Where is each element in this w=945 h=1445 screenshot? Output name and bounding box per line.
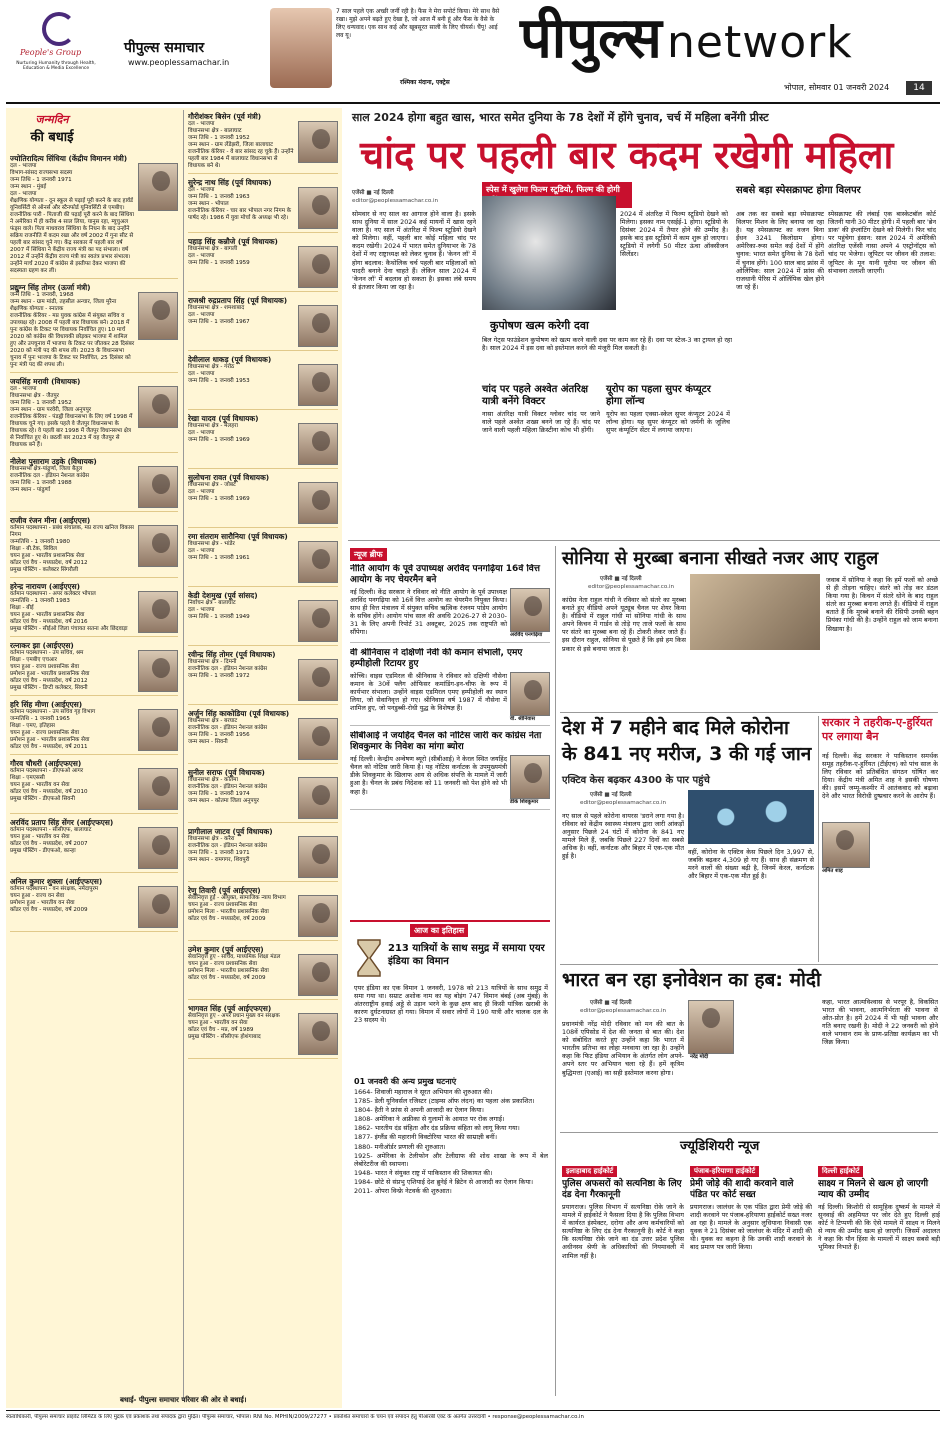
history-events-title: 01 जनवरी की अन्य प्रमुख घटनाएं <box>354 1077 457 1086</box>
birthday-entry <box>188 709 338 764</box>
sonia-rahul-photo <box>690 574 820 650</box>
birthday-column-right <box>188 112 338 1394</box>
birthday-person-photo <box>298 541 338 583</box>
astronaut-image <box>482 196 616 310</box>
corona-subhead: एक्टिव केस बढ़कर 4300 के पार पहुंचे <box>562 775 710 786</box>
birthday-entry-row <box>10 886 178 928</box>
lead-sub2-body: नासा अंतरिक्ष यात्री विक्टर ग्लोवर चांद पर जाने वाले पहले अश्वेत शख्स बनने जा रहे हैं। चांद पर जाने वाली पहली महिला क्रिस्टीना कोच भी होंगी। <box>482 410 600 435</box>
center-column-divider <box>555 546 556 1396</box>
birthday-entry <box>188 112 338 174</box>
corona-bottom-rule <box>560 964 938 965</box>
history-event: 1804- हैती ने फ्रांस से अपनी आजादी का ऐलान किया। <box>354 1106 484 1115</box>
birthday-entry <box>188 355 338 410</box>
news-brief-title: सीबीआई ने जयहिंद चैनल को नोटिस जारी कर कांग्रेस नेता शिवकुमार के निवेश का मांगा ब्योरा <box>350 731 542 753</box>
birthday-person-name: अरविंद प्रताप सिंह सेंगर (आईएफएस) <box>10 818 114 827</box>
birthday-column-left <box>10 154 178 1394</box>
birthday-person-name: हरेन्द्र नारायण (आईएएस) <box>10 582 80 591</box>
birthday-person-details: वर्तमान पदस्थापना - उप सचिव, श्रम शिक्षा - एमबीए एचआर चयन हुआ - राज्य प्रशासनिक सेवा प्रमोशन हुआ - भारतीय प्रशासनिक सेवा कॉडर एवं वैच - मध्यप्रदेश, वर्ष 2012 प्रमुख पोस्टिंग - डिप्टी कलेक्टर, सिवनी <box>10 650 90 691</box>
birthday-entry <box>188 178 338 233</box>
birthday-person-details: सेवानिवृत्त हुईं - आयुक्त, सामाजिक न्याय विभाग चयन हुआ - राज्य प्रशासनिक सेवा प्रमोशन मिला - भारतीय प्रशासनिक सेवा कॉडर एवं वैच - मध्यप्रदेश, वर्ष 2009 <box>188 895 286 922</box>
birthday-entry <box>188 414 338 469</box>
birthday-entry <box>188 237 338 292</box>
judiciary-columns <box>562 1158 940 1394</box>
news-brief-caption: अरविंद पनगढ़िया <box>510 632 543 638</box>
group-name: People's Group <box>20 48 82 57</box>
birthday-heading-bottom: की बधाई <box>30 130 74 145</box>
birthday-person-details: जन्म तिथि - 1 जनवरी, 1968 जन्म स्थान - ग्राम मांढी, तहसील अन्चार, जिला मुरैना शैक्षणिक योग्यता - स्नातक राजनीतिक कॅरियर - मप्र युवक कांग्रेस में संयुक्त सचिव व उपाध्यक्ष रहे। 2008 में पहली बार विधायक बने। 2018 में पुनः कांग्रेस के टिकट पर विधायक निर्वाचित हुए। 10 मार्च 2020 को कांग्रेस की विधायकी छोड़कर भाजपा में शामिल हुए और उपचुनाव में भाजपा के टिकट पर जीतकर 28 दिसंबर 2020 को मंत्री पद की शपथ ली। 2023 के विधानसभा चुनाव में पुनः भाजपा के टिकट पर निर्वाचित, 25 दिसंबर को पुनः मंत्री पद की शपथ ली। <box>10 292 135 368</box>
birthday-person-name: प्रद्युम्न सिंह तोमर (ऊर्जा मंत्री) <box>10 283 91 292</box>
birthday-person-name: केडी देशमुख (पूर्व सांसद) <box>188 591 258 600</box>
birthday-entry <box>10 877 178 932</box>
birthday-person-details: सेवानिवृत्त हुए - सचिव, माध्यमिक शिक्षा मंडल चयन हुआ - राज्य प्रशासनिक सेवा प्रमोशन मिला - भारतीय प्रशासनिक सेवा कॉडर एवं वैच - मध्यप्रदेश, वर्ष 2009 <box>188 954 281 981</box>
history-event: 1984- छोटे से संप्रभु एशियाई देश ब्रुनेई ने ब्रिटेन से आजादी का ऐलान किया। <box>354 1177 534 1186</box>
birthday-person-photo <box>138 163 178 211</box>
corona-byline: एजेंसी ■ नई दिल्ली <box>590 792 632 798</box>
innovation-bottom-rule <box>560 1132 938 1133</box>
history-box <box>350 920 550 1392</box>
ban-body: नई दिल्ली। केंद्र सरकार ने पाकिस्तान समर्थक समूह तहरीक-ए-हुर्रियत (टीईएच) को पांच साल के लिए रविवार को प्रतिबंधित संगठन घोषित कर दिया। केंद्रीय मंत्री अमित शाह ने इसकी घोषणा की। इसमें जम्मू-कश्मीर में आतंकवाद को बढ़ावा देने और भारत विरोधी दुष्प्रचार करने के आरोप हैं। <box>822 752 938 801</box>
birthday-heading <box>12 112 92 152</box>
birthday-person-photo <box>298 246 338 288</box>
birthday-entry-row <box>188 305 338 347</box>
birthday-person-photo <box>138 386 178 428</box>
judiciary-item <box>690 1158 812 1394</box>
news-brief-photo <box>510 755 550 799</box>
birthday-person-name: अनिल कुमार शुक्ला (आईएफएस) <box>10 877 103 886</box>
birthday-person-name: गौरीशंकर बिसेन (पूर्व मंत्री) <box>188 112 262 121</box>
history-body: एयर इंडिया का एक विमान 1 जनवरी, 1978 को 213 यात्रियों के साथ समुद्र में समा गया था। सम्राट अशोक नाम का यह बोइंग 747 विमान बंबई (अब मुंबई) के अंतरराष्ट्रीय हवाई अड्डे से उड़ान भरने के कुछ क्षण बाद ही किसी यांत्रिक खराबी के कारण दुर्घटनाग्रस्त हो गया। विमान में सवार लोगों में 190 यात्री और चालक दल के 23 सदस्य थे। <box>354 984 548 1025</box>
masthead <box>0 0 945 108</box>
news-brief-photo <box>510 588 550 632</box>
birthday-entry-row <box>10 768 178 810</box>
birthday-entry-row <box>10 292 178 369</box>
birthday-person-photo <box>138 466 178 508</box>
news-brief-photo <box>510 672 550 716</box>
lead-body: सोमवार से नए साल का आगाज होने वाला है। इसके साथ दुनिया में साल 2024 कई मायनों में खास रहने वाला है। नए साल में अंतरिक्ष में फिल्म स्टूडियो देखने को मिलेगा। वहीं, पहली बार कोई महिला चांद पर कदम रखेगी। 2024 में भारत समेत दुनियाभर के 78 देशों में नए राष्ट्राध्यक्ष को लेकर चुनाव हैं। 'केनन लॉ' में होगा बदलाव: कैथोलिक चर्च पहली बार महिलाओं को पादरी बनाने देना चाहते हैं। लेकिन साल 2024 में 'केनन लॉ' में बदलाव हो सकता है। इसका लंबे समय से इंतजार किया जा रहा है। <box>352 210 476 291</box>
birthday-person-details: दल - भाजपा विभाग-सांसद राज्यसभा सदस्य जन्म तिथि - 1 जनवरी 1971 जन्म स्थान - मुंबई दल - भाजपा शैक्षणिक योग्यता - दून स्कूल से पढ़ाई पूरी करने के बाद हार्वर्ड यूनिवर्सिटी से ऑनर्स और स्टैनफोर्ड यूनिवर्सिटी से एमबीए। राजनीतिक पारी - पिताजी की पढ़ाई पूरी करने के बाद सिंधिया ने अमेरिका में ही करीब 4 साल लिया, यानुस रहा, म्यूचुअल फंड्स वाले। पिता माधवराव सिंधिया के निधन के बाद उन्होंने सक्रिय राजनीति में कदम रखा और वर्ष 2002 में गुना सीट से पहली बार सांसद चुने गए। केंद्र सरकार में पहली बार वर्ष 2007 में सिंधिया ने केंद्रीय राज्य मंत्री का पद संभाला। वर्ष 2012 में उन्होंने केंद्रीय राज्य मंत्री का स्वतंत्र प्रभार संभाला। उन्होंने मार्च 2020 में कांग्रेस से इस्तीफा देकर भाजपा की सदस्यता ग्रहण कर ली। <box>10 163 134 274</box>
birthday-person-details: वर्तमान पदस्थापना - वन संरक्षक, नर्मदापुरम चयन हुआ - राज्य वन सेवा प्रमोशन हुआ - भारतीय वन सेवा कॉडर एवं वैच - मध्यप्रदेश, वर्ष 2009 <box>10 886 99 913</box>
birthday-person-photo <box>138 591 178 633</box>
ban-caption: अमित शाह <box>822 868 843 874</box>
birthday-column-divider <box>183 110 184 1400</box>
news-brief-title: नीति आयोग के पूर्व उपाध्यक्ष अरविंद पनगढ़िया 16वें वित्त आयोग के नए चेयरमैन बने <box>350 564 541 585</box>
birthday-person-details: वर्तमान पदस्थापना - सीसीएफ, बालाघाट चयन हुआ - भारतीय वन सेवा कॉडर एवं वैच - मध्यप्रदेश, वर्ष 2007 प्रमुख पोस्टिंग - डीएफओ, कान्हा <box>10 827 92 854</box>
judiciary-body: प्रयागराज। जालंधर के एक पंडित द्वारा प्रेमी जोड़े की शादी करवाने पर पंजाब-हरियाणा हाईकोर्ट सख्त नजर आ रहा है। मामले के अनुसार लुधियाना निवासी एक युवक ने 21 दिसंबर को जालंधर के मंदिर में शादी की थी। युवक का कहना है कि उनकी शादी करवाने के बाद प्रमाण पत्र जारी किया। <box>690 1203 812 1252</box>
birthday-entry <box>188 591 338 646</box>
news-brief-caption: वी. श्रीनिवास <box>510 715 535 722</box>
peoples-group-logo <box>6 4 106 100</box>
network-title-en: network <box>667 17 853 68</box>
history-label: आज का इतिहास <box>410 924 468 937</box>
lead-strip: स्पेस में खुलेगा फिल्म स्टूडियो, फिल्म की होगी <box>482 182 632 208</box>
birthday-entry-row <box>10 709 178 751</box>
sonia-body-2: जवाब में सोनिया ने कहा कि हमें फलों को अच्छे से ही तोड़ना चाहिए। संतरे को तोड़ कर डंठल किया गया है। किचन में संतरे धोने के बाद राहुल संतरे का मुरब्बा बनाना लगते हैं। वीडियो में राहुल बताते हैं कि मुरब्बे बनाने की रेसिपी उनकी बहन प्रियंका गांधी की है। उन्होंने राहुल को जाम बनाना सिखाया है। <box>826 576 938 633</box>
news-brief-row <box>350 672 550 723</box>
birthday-person-photo <box>298 600 338 642</box>
virus-image <box>688 790 814 844</box>
judiciary-title: पुलिस अफसरों को सत्यनिष्ठा के लिए दंड देना गैरकानूनी <box>562 1179 682 1200</box>
lead-kicker: साल 2024 होगा बहुत खास, भारत समेत दुनिया के 78 देशों में होंगे चुनाव, चर्च में महिला बनेंगी प्रीस्ट <box>352 111 769 124</box>
birthday-person-details: विधानसभा क्षेत्र - दिमनी राजनीतिक दल - इंडियन नेशनल कांग्रेस जन्म तिथि - 1 जनवरी 1972 <box>188 659 268 679</box>
innovation-headline: भारत बन रहा इनोवेशन का हब: मोदी <box>562 969 821 991</box>
birthday-person-details: विधानसभा क्षेत्र-पांढुर्णा, जिला बैतूल राजनीतिक दल - इंडियन नेशनल कांग्रेस जन्म तिथि - 1 जनवरी 1988 जन्म स्थान - पांढुर्णा <box>10 466 90 493</box>
innovation-body: प्रधानमंत्री नरेंद्र मोदी रविवार को मन की बात के 108वें एपिसोड में देश की जनता से बात की। देश को संबोधित करते हुए उन्होंने कहा कि भारत में भारतीय प्रतिभा का लोहा मनवाया जा रहा है। उन्होंने कहा कि फिट इंडिया अभियान के अंतर्गत लोग अपने-अपने स्तर पर अभियान चला रहे हैं। हमें कृत्रिम बुद्धिमत्ता (एआई) का सही इस्तेमाल करना होगा। <box>562 1020 684 1077</box>
judiciary-item <box>562 1158 684 1394</box>
history-event: 1785- डेली यूनिवर्सल रजिस्टर (टाइम्स ऑफ लंदन) का पहला अंक प्रकाशित। <box>354 1097 535 1106</box>
birthday-person-name: सुनील सराफ (पूर्व विधायक) <box>188 768 265 777</box>
birthday-person-photo <box>298 836 338 878</box>
birthday-person-details: निर्वाचन क्षेत्र - बालाघाट दल - भाजपा जन्म तिथि - 1 जनवरी 1949 <box>188 600 250 620</box>
lead-sub3-title: यूरोप का पहला सुपर कंप्यूटर होगा लॉन्च <box>606 384 711 407</box>
logo-ring-icon <box>42 12 76 46</box>
birthday-entry <box>10 700 178 755</box>
birthday-entry-row <box>188 1013 338 1055</box>
birthday-person-name: पहाड़ सिंह कन्नौजे (पूर्व विधायक) <box>188 237 278 246</box>
birthday-person-photo <box>138 709 178 751</box>
network-title-hi: पीपुल्स <box>520 6 662 71</box>
paper-name: पीपुल्स समाचार <box>124 40 205 56</box>
network-title <box>520 4 940 74</box>
judiciary-item <box>818 1158 940 1394</box>
innovation-caption: नरेंद्र मोदी <box>690 1054 709 1060</box>
birthday-entry <box>10 457 178 512</box>
birthday-person-details: विधानसभा क्षेत्र - करैरा राजनीतिक दल - इंडियन नेशनल कांग्रेस जन्म तिथि - 1 जनवरी 1971 जन्म स्थान - रामगगर, शिवपुरी <box>188 836 268 863</box>
birthday-person-details: विधानसभा क्षेत्र - भांडेर दल - भाजपा जन्म तिथि - 1 जनवरी 1961 <box>188 541 250 561</box>
news-brief-body: नई दिल्ली। केन्द्रीय अन्वेषण ब्यूरो (सीबीआई) ने केरल स्थित जयहिंद चैनल को नोटिस जारी किया है। यह नोटिस कर्नाटक के उपमुख्यमंत्री डीके शिवकुमार के खिलाफ आय से अधिक संपत्ति के मामले में जारी हुआ है। चैनल के प्रबंध निदेशक को 11 जनवरी को पेश होने को भी कहा है। <box>350 755 507 796</box>
masthead-rule <box>6 102 940 104</box>
birthday-person-details: दल - भाजपा जन्म तिथि - 1 जनवरी 1963 जन्म स्थान - भोपाल राजनीतिक कॅरियर - चार बार भोपाल नगर निगम के पार्षद रहे। 1986 में युवा मोर्चा के अध्यक्ष भी रहे। <box>188 187 292 221</box>
lead-sub1-body: बिल गेट्स फाउंडेशन कुपोषण को खत्म करने वाली दवा पर काम कर रहे हैं। दवा पर स्टेज-3 का ट्रायल हो रहा है। साल 2024 में इस दवा को इस्तेमाल करने की मंजूरी मिल सकती है। <box>482 336 732 353</box>
birthday-entry-row <box>188 246 338 288</box>
history-event: 1925- अमेरिका के टेलीफोन और टेलीग्राफ की शोध शाखा के रूप में बेल लेबोरेटरीज की स्थापना। <box>354 1151 548 1168</box>
birthday-entry <box>188 532 338 587</box>
judiciary-court: इलाहाबाद हाईकोर्ट <box>562 1166 617 1177</box>
birthday-person-details: विधानसभा क्षेत्र - जोबट दल - भाजपा जन्म तिथि - 1 जनवरी 1969 <box>188 482 250 502</box>
footer-rule <box>6 1410 940 1411</box>
history-title: 213 यात्रियों के साथ समुद्र में समाया एयर इंडिया का विमान <box>388 943 545 967</box>
birthday-entry-row <box>10 525 178 574</box>
birthday-person-name: उमेश कुमार (पूर्व आईएएस) <box>188 945 264 954</box>
birthday-entry <box>10 377 178 453</box>
corona-email: editor@peoplessamachar.co.in <box>580 800 667 806</box>
lead-byline: एजेंसी ■ नई दिल्ली <box>352 190 394 196</box>
judiciary-body: नई दिल्ली। किशोरी से सामूहिक दुष्कर्म के मामले में सुनवाई की अहमियत पर जोर देते हुए दिल्ली हाई कोर्ट ने टिप्पणी की कि ऐसे मामले में साक्ष्य न मिलने से न्याय की उम्मीद खत्म हो जाएगी। जिसमें अदालत ने कहा कि यौन हिंसा के मामलों में साक्ष्य सबसे बड़ी भूमिका निभाते हैं। <box>818 1203 940 1252</box>
lead-sub1-title: कुपोषण खत्म करेगी दवा <box>490 319 589 332</box>
birthday-entry-row <box>188 718 338 760</box>
sonia-body: कांग्रेस नेता राहुल गांधी ने रविवार को संतरे का मुरब्बा बनाते हुए वीडियो अपने यूट्यूब चैनल पर शेयर किया है। वीडियो में राहुल गांधी मां सोनिया गांधी के साथ अपने किचन में गार्डन से तोड़े गए ताजे फलों के साथ पर संतरे का मुरब्बा बना रहे हैं। टोकरी लेकर जाते हैं। इस दौरान राहुल, सोनिया से पूछते हैं कि इसे हम किस प्रकार से इसे बनाया जाता है। <box>562 596 686 653</box>
birthday-entry-row <box>188 541 338 583</box>
history-event: 1948- भारत ने संयुक्त राष्ट्र में पाकिस्तान की शिकायत की। <box>354 1168 493 1177</box>
birthday-person-name: भागवत सिंह (पूर्व आईएफएस) <box>188 1004 272 1013</box>
birthday-person-name: प्रागीलाल जाटव (पूर्व विधायक) <box>188 827 273 836</box>
innovation-email: editor@peoplessamachar.co.in <box>580 1008 667 1014</box>
birthday-person-name: रेणु तिवारी (पूर्व आईएएस) <box>188 886 261 895</box>
birthday-person-details: विधानसभा क्षेत्र - शमशाबाद दल - भाजपा जन्म तिथि - 1 जनवरी 1967 <box>188 305 250 325</box>
website: www.peoplessamachar.in <box>128 58 230 67</box>
quote-author: रश्मिका मंदाना, एक्ट्रेस <box>400 79 450 86</box>
news-brief-photo-wrap <box>510 755 550 806</box>
birthday-entry-row <box>10 466 178 508</box>
birthday-person-details: विधानसभा क्षेत्र - गरोठ दल - भाजपा जन्म तिथि - 1 जनवरी 1953 <box>188 364 250 384</box>
birthday-entry-row <box>10 386 178 449</box>
birthday-person-name: रमा संतराम सारौनिया (पूर्व विधायक) <box>188 532 288 541</box>
birthday-person-name: देवीलाल धाकड़ (पूर्व विधायक) <box>188 355 272 364</box>
birthday-person-photo <box>138 292 178 340</box>
birthday-entry <box>188 1004 338 1059</box>
birthday-person-photo <box>138 525 178 567</box>
birthday-person-name: राजीव रंजन मीना (आईएएस) <box>10 516 91 525</box>
birthday-person-name: अर्जुन सिंह काकोडिया (पूर्व विधायक) <box>188 709 290 718</box>
history-event: 1664- शिवाजी महाराज ने सूरत अभियान की शुरुआत की। <box>354 1088 493 1096</box>
modi-photo <box>688 1000 734 1054</box>
birthday-person-photo <box>138 650 178 692</box>
lead-body-2: 2024 में अंतरिक्ष में फिल्म स्टूडियो देखने को मिलेगा। इसका नाम एसईई-1 होगा। स्टूडियो के दिसंबर 2024 में तैयार होने की उम्मीद है। इसके बाद इस स्टूडियो में काम शुरू हो जाएगा। स्टूडियो में लगेगी 50 मीटर ऊंचा ऑक्सीजन सिलेंडर। <box>620 210 728 259</box>
birthday-person-details: विधानसभा क्षेत्र - बागली दल - भाजपा जन्म तिथि - 1 जनवरी 1959 <box>188 246 250 266</box>
birthday-person-details: वर्तमान पदस्थापना - डीएफओ आगर शिक्षा - एमएससी चयन हुआ - भारतीय वन सेवा कॉडर एवं वैच - मध्यप्रदेश, वर्ष 2010 प्रमुख पोस्टिंग - डीएफओ सिवनी <box>10 768 88 802</box>
lead-bottom-rule <box>348 540 940 541</box>
birthday-person-details: सेवानिवृत्त हुए - अपर प्रधान मुख्य वन संरक्षक चयन हुआ - भारतीय वन सेवा कॉडर एवं वैच - मप्र, वर्ष 1989 प्रमुख पोस्टिंग - सीसीएफ होशंगाबाद <box>188 1013 280 1040</box>
ban-divider <box>818 716 819 962</box>
birthday-entry-row <box>188 187 338 229</box>
lead-sub3-body: यूरोप का पहला एक्सा-स्केल सुपर कंप्यूटर 2024 में लॉन्च होगा। यह सुपर कंप्यूटर को जर्मनी के जूलिच सुपर कंप्यूटिंग सेंटर में लगाया जाएगा। <box>606 410 730 435</box>
lead-col5: स्पेसक्राफ्ट की लंबाई एक बास्केटबॉल कोर्ट जितनी यानी 30 मीटर होगी। में पहली बार 'ब्रेन डाक' की इंप्लांटिंग देखने को मिलेगी। फिर चांद पर पहुंचेगा इंसान: साल 2024 में अमेरिकी अंतरिक्ष एजेंसी नासा अपने 4 एस्ट्रोनॉट्स को चांद पर भेजेगा। जूपिटर पर जीवन की तलाश: जूपिटर के मून यानी यूरोपा पर जीवन की संभावना तलाशी जाएगी। <box>828 210 936 275</box>
birthday-person-photo <box>298 659 338 701</box>
lead-headline: चांद पर पहली बार कदम रखेगी महिला <box>360 133 894 177</box>
news-brief-label: न्यूज ब्रीफ <box>350 548 387 561</box>
birthday-entry-row <box>188 121 338 170</box>
birthday-entry <box>10 759 178 814</box>
judiciary-title: साक्ष्य न मिलने से खत्म हो जाएगी न्याय की उम्मीद <box>818 1179 929 1200</box>
news-brief-row <box>350 588 550 639</box>
quote-text: 7 साल पहले एक अच्छी जर्नी रही है। फैंस ने मेरा सपोर्ट किया। मेरे साथ वैसे रखा। मुझे अपने बढ़ते हुए देखा है, जो आज मैं बनी हूं और फैंस के वैसे के लिए धन्यवाद। एक साथ कई और खूबसूरत साली के लिए चीयर्स। चैंपू! आई लव यू। <box>336 8 500 39</box>
sonia-byline: एजेंसी ■ नई दिल्ली <box>600 576 642 582</box>
birthday-person-photo <box>298 364 338 406</box>
history-events-list <box>354 1088 548 1388</box>
history-event: 1862- भारतीय दंड संहिता और दंड प्रक्रिया संहिता को लागू किया गया। <box>354 1124 520 1133</box>
birthday-entry-row <box>10 591 178 633</box>
birthday-person-name: सुरेन्द्र नाथ सिंह (पूर्व विधायक) <box>188 178 272 187</box>
birthday-person-photo <box>298 482 338 524</box>
birthday-person-details: दल - भाजपा विधानसभा क्षेत्र - जैतपुर जन्म तिथि - 1 जनवरी 1952 जन्म स्थान - ग्राम परवेरी, जिला अनूपपुर राजनीतिक कॅरियर - पंडह्वी विधानसभा के लिए वर्ष 1998 में विधायक चुने गए। इसके पहले वे जैतपुर विधानसभा के विधायक रहे। वे पहली बार 1998 में जैतपुर विधानसभा क्षेत्र से निर्वाचित हुए थे। छठवीं बार 2023 में वह जैतपुर से विधायक बने हैं। <box>10 386 133 448</box>
birthday-person-details: दल - भाजपा विधानसभा क्षेत्र - बालाघाट जन्म तिथि - 1 जनवरी 1952 जन्म स्थान - ग्राम लेंडेझरी, जिला बालाघाट राजनीतिक कॅरियर - वे बार सांसद रह चुके हैं। उन्होंने पहली बार 1984 में बालाघाट विधानसभा से विधायक बने थे। <box>188 121 294 169</box>
birthday-person-photo <box>298 954 338 996</box>
birthday-entry <box>188 827 338 882</box>
history-event: 1880- मनीऑर्डर प्रणाली की शुरुआत। <box>354 1142 446 1151</box>
innovation-body-2: कहा, भारत आत्मविश्वास से भरपूर है, विकसित भारत की भावना, आत्मनिर्भरता की भावना से ओत-प्रोत है। हमें 2024 में भी यही भावना और गति बनाए रखनी है। मोदी ने 22 जनवरी को होने वाले भगवान राम के प्राण-प्रतिष्ठा कार्यक्रम का भी जिक्र किया। <box>822 998 938 1047</box>
innovation-byline: एजेंसी ■ नई दिल्ली <box>590 1000 632 1006</box>
birthday-entry-row <box>188 659 338 701</box>
corona-body: नए साल से पहले कोरोना वायरस 'डराने लगा गया है। रविवार को केंद्रीय स्वास्थ्य मंत्रालय द्वारा जारी आंकड़ों अनुसार पिछले 24 घंटों में कोरोना के 841 नए मामले मिले हैं, जबकि पिछले 227 दिनों का सबसे अधिक है। वहीं, कर्नाटक और बिहार में एक-एक मौत हुई है। <box>562 812 684 861</box>
birthday-person-photo <box>298 718 338 760</box>
history-event: 1877- इंग्लैंड की महारानी विक्टोरिया भारत की साम्राज्ञी बनीं। <box>354 1133 498 1142</box>
birthday-person-photo <box>298 305 338 347</box>
birthday-person-photo <box>298 423 338 465</box>
judiciary-label: ज्यूडिशियरी न्यूज <box>680 1139 760 1154</box>
news-brief-list <box>350 564 550 914</box>
birthday-person-name: रेखा यादव (पूर्व विधायक) <box>188 414 259 423</box>
judiciary-body: प्रयागराज। पुलिस विभाग में सत्यनिष्ठा रोके जाने के मामले में हाईकोर्ट ने फैसला दिया है कि पुलिस विभाग में कार्यरत इंस्पेक्टर, दरोगा और अन्य कर्मचारियों को सत्यनिष्ठा के लिए दंड देना गैरकानूनी है। कोर्ट ने कहा कि सत्यनिष्ठा रोके जाने का दंड उत्तर प्रदेश पुलिस अधीनस्थ श्रेणी के अधिकारियों की नियमावली में शामिल नहीं है। <box>562 1203 684 1260</box>
birthday-person-name: नीलेश पुसाराम उइके (विधायक) <box>10 457 97 466</box>
history-event: 2011- ओपरा विन्फ्रे नेटवर्क की शुरुआत। <box>354 1187 452 1196</box>
birthday-person-photo <box>298 777 338 819</box>
birthday-person-details: वर्तमान पदस्थापना - अपर कलेक्टर भोपाल जन्मतिथि - 1 जनवरी 1983 शिक्षा - बीई चयन हुआ - भारतीय प्रशासनिक सेवा कॉडर एवं वैच - मध्यप्रदेश, वर्ष 2016 प्रमुख पोस्टिंग - सीईओ जिला पंचायत सतना और छिंदवाड़ा <box>10 591 128 632</box>
birthday-entry <box>188 886 338 941</box>
birthday-person-details: विधानसभा क्षेत्र - कोतमा राजनीतिक दल - इंडियन नेशनल कांग्रेस जन्म तिथि - 1 जनवरी 1974 जन्म स्थान - कोतमा जिला अनूपपुर <box>188 777 268 804</box>
quote-photo <box>270 8 332 88</box>
birthday-person-photo <box>298 1013 338 1055</box>
birthday-entry <box>188 945 338 1000</box>
birthday-entry-row <box>188 777 338 819</box>
sonia-bottom-rule <box>560 712 938 713</box>
birthday-entry <box>188 768 338 823</box>
birthday-entry <box>10 516 178 578</box>
imprint: स्वत्वाधिकारी, पीपुल्स समाचार प्राइवेट लिमिटेड के लिए मुद्रक एवं प्रकाशक तथा संपादक द्वारा मुद्रित। पीपुल्स समाचार, भोपाल। RNI No. MPHIN/2009/27277 • प्रकाशित समाचारों के चयन एवं संपादन हेतु पीआरबी एक्ट के अंतर्गत उत्तरदायी • response@peoplessamachar.co.in <box>6 1414 584 1420</box>
birthday-person-photo <box>298 121 338 163</box>
birthday-entry-row <box>188 836 338 878</box>
birthday-person-details: विधानसभा क्षेत्र - बरघाट राजनीतिक दल - इंडियन नेशनल कांग्रेस जन्म तिथि - 1 जनवरी 1956 जन्म स्थान - सिवनी <box>188 718 268 745</box>
sonia-email: editor@peoplessamachar.co.in <box>588 584 675 590</box>
judiciary-title: प्रेमी जोड़े की शादी करवाने वाले पंडित पर कोर्ट सख्त <box>690 1179 794 1200</box>
news-brief-body: कोच्चि। वाइस एडमिरल वी श्रीनिवास ने रविवार को दक्षिणी नौसेना कमान के 30वें फ्लैग ऑफिसर कमांडिंग-इन-चीफ के रूप में कार्यभार संभाला। उन्होंने वाइस एडमिरल एमए हम्पीहोली का स्थान लिया, जो सेवानिवृत्त हो गए। श्रीनिवास वर्ष 1987 में नौसेना में शामिल हुए, जो पनडुब्बी-रोधी युद्ध के विशेषज्ञ हैं। <box>350 671 507 712</box>
birthday-person-photo <box>138 886 178 928</box>
history-event: 1808- अमेरिका ने अफ्रीका से गुलामों के आयात पर रोक लगाई। <box>354 1115 505 1124</box>
birthday-person-photo <box>138 827 178 869</box>
birthday-person-name: गौरव चौधरी (आईएफएस) <box>10 759 82 768</box>
birthday-person-details: विधानसभा क्षेत्र - मलहरा दल - भाजपा जन्म तिथि - 1 जनवरी 1969 <box>188 423 250 443</box>
news-brief-item <box>350 731 550 810</box>
hourglass-icon <box>354 938 384 978</box>
news-brief-caption: डीके शिवकुमार <box>510 799 539 806</box>
news-brief-photo-wrap <box>510 588 550 639</box>
birthday-entry-row <box>188 954 338 996</box>
birthday-entry <box>10 283 178 373</box>
birthday-entry-row <box>10 827 178 869</box>
birthday-person-name: राजश्री रुद्रप्रताप सिंह (पूर्व विधायक) <box>188 296 288 305</box>
birthday-person-details: वर्तमान पदस्थापना - प्रबंध संचालक, मप्र राज्य खनिज विकास निगम जन्मतिथि - 1 जनवरी 1980 शिक्षा - बी.टेक, सिविल चयन हुआ - भारतीय प्रशासनिक सेवा कॉडर एवं वैच - मध्यप्रदेश, वर्ष 2012 प्रमुख पोस्टिंग - कलेक्टर सिंगरौली <box>10 525 134 573</box>
birthday-person-name: हरि सिंह मीणा (आईएएस) <box>10 700 83 709</box>
birthday-entry <box>188 650 338 705</box>
birthday-person-name: ज्योतिरादित्य सिंधिया (केंद्रीय विमानन मंत्री) <box>10 154 128 163</box>
birthday-entry <box>188 473 338 528</box>
birthday-footer: बधाई- पीपुल्स समाचार परिवार की ओर से बधाई। <box>120 1396 247 1404</box>
birthday-entry-row <box>188 423 338 465</box>
lead-right-strip: सबसे बड़ा स्पेसक्राफ्ट होगा विलपर <box>736 185 861 196</box>
birthday-entry <box>10 641 178 696</box>
birthday-person-photo <box>298 895 338 937</box>
lead-email: editor@peoplessamachar.co.in <box>352 198 439 204</box>
judiciary-court: पंजाब-हरियाणा हाईकोर्ट <box>690 1166 759 1177</box>
news-brief-item <box>350 648 550 727</box>
birthday-entry-row <box>10 163 178 275</box>
birthday-person-photo <box>138 768 178 810</box>
birthday-entry-row <box>188 482 338 524</box>
birthday-person-name: जयसिंह मरावी (विधायक) <box>10 377 81 386</box>
birthday-entry-row <box>188 895 338 937</box>
birthday-entry <box>10 154 178 279</box>
lead-col4: अब तक का सबसे बड़ा स्पेसक्राफ्ट विलपर मिशन के लिए बनाया जा रहा है। यह स्पेसक्राफ्ट का वजन बिना ईंधन 3241 किलोग्राम होगा। अमेरिका-रूस समेत कई देशों में होंगे चुनाव: भारत समेत दुनिया के 78 देशों में चुनाव होंगे। 100 साल बाद फ्रांस में ओलिंपिक: साल 2024 में फ्रांस की राजधानी पेरिस में ओलिंपिक खेल होने जा रहे हैं। <box>736 210 824 291</box>
judiciary-court: दिल्ली हाईकोर्ट <box>818 1166 863 1177</box>
birthday-person-details: वर्तमान पदस्थापना - उप सचिव गृह विभाग जन्मतिथि - 1 जनवरी 1965 शिक्षा - एमए, इतिहास चयन हुआ - राज्य प्रशासनिक सेवा प्रमोशन हुआ - भारतीय प्रशासनिक सेवा कॉडर एवं वैच - मध्यप्रदेश, वर्ष 2011 <box>10 709 96 750</box>
news-brief-title: वी श्रीनिवास ने दक्षिणी नेवी की कमान संभाली, एमए हम्पीहोली रिटायर हुए <box>350 647 523 669</box>
lead-sub2-title: चांद पर पहले अश्वेत अंतरिक्ष यात्री बनेंगे विक्टर <box>482 384 589 407</box>
group-tagline: Nurturing Humanity through Health, Education & Media Excellence <box>16 61 96 72</box>
birthday-entry-row <box>10 650 178 692</box>
corona-body-2: वहीं, कोरोना के एक्टिव केस पिछले दिन 3,997 से, जबकि बढ़कर 4,309 हो गए हैं। साथ ही संक्रमण से मरने वालों की संख्या बढ़ी है, जिनमें केरल, कर्नाटक और बिहार में एक-एक मौत हुई है। <box>688 848 814 881</box>
news-brief-photo-wrap <box>510 672 550 723</box>
birthday-person-name: रत्नाकर झा (आईएएस) <box>10 641 74 650</box>
ban-headline: सरकार ने तहरीक-ए-हुर्रियत पर लगाया बैन <box>822 716 933 743</box>
news-brief-body: नई दिल्ली। केंद्र सरकार ने रविवार को नीति आयोग के पूर्व उपाध्यक्ष अरविंद पनगढ़िया को 16वें वित्त आयोग का चेयरमैन नियुक्त किया। साथ ही वित्त मंत्रालय में संयुक्त सचिव ऋत्विक रंजनम पांडेय आयोग के सचिव होंगे। आयोग पांच साल की अवधि 2026-27 से 2030-31 के लिए अपनी रिपोर्ट 31 अक्टूबर, 2025 तक राष्ट्रपति को सौंपेगा। <box>350 588 507 637</box>
birthday-person-name: सुलोचना रावत (पूर्व विधायक) <box>188 473 270 482</box>
birthday-entry <box>188 296 338 351</box>
sonia-headline: सोनिया से मुरब्बा बनाना सीखते नजर आए राहुल <box>562 548 879 569</box>
birthday-person-name: रवीन्द्र सिंह तोमर (पूर्व विधायक) <box>188 650 276 659</box>
page-number: 14 <box>906 81 932 95</box>
dateline: भोपाल, सोमवार 01 जनवरी 2024 <box>784 83 890 92</box>
birthday-entry <box>10 582 178 637</box>
birthday-person-photo <box>298 187 338 229</box>
news-brief-row <box>350 755 550 806</box>
birthday-entry <box>10 818 178 873</box>
birthday-heading-top: जन्मदिन <box>35 113 69 126</box>
news-brief-item <box>350 564 550 643</box>
birthday-entry-row <box>188 600 338 642</box>
corona-headline-1: देश में 7 महीने बाद मिले कोरोना <box>562 717 789 739</box>
birthday-entry-row <box>188 364 338 406</box>
corona-headline-2: के 841 नए मरीज, 3 की गई जान <box>562 743 812 765</box>
